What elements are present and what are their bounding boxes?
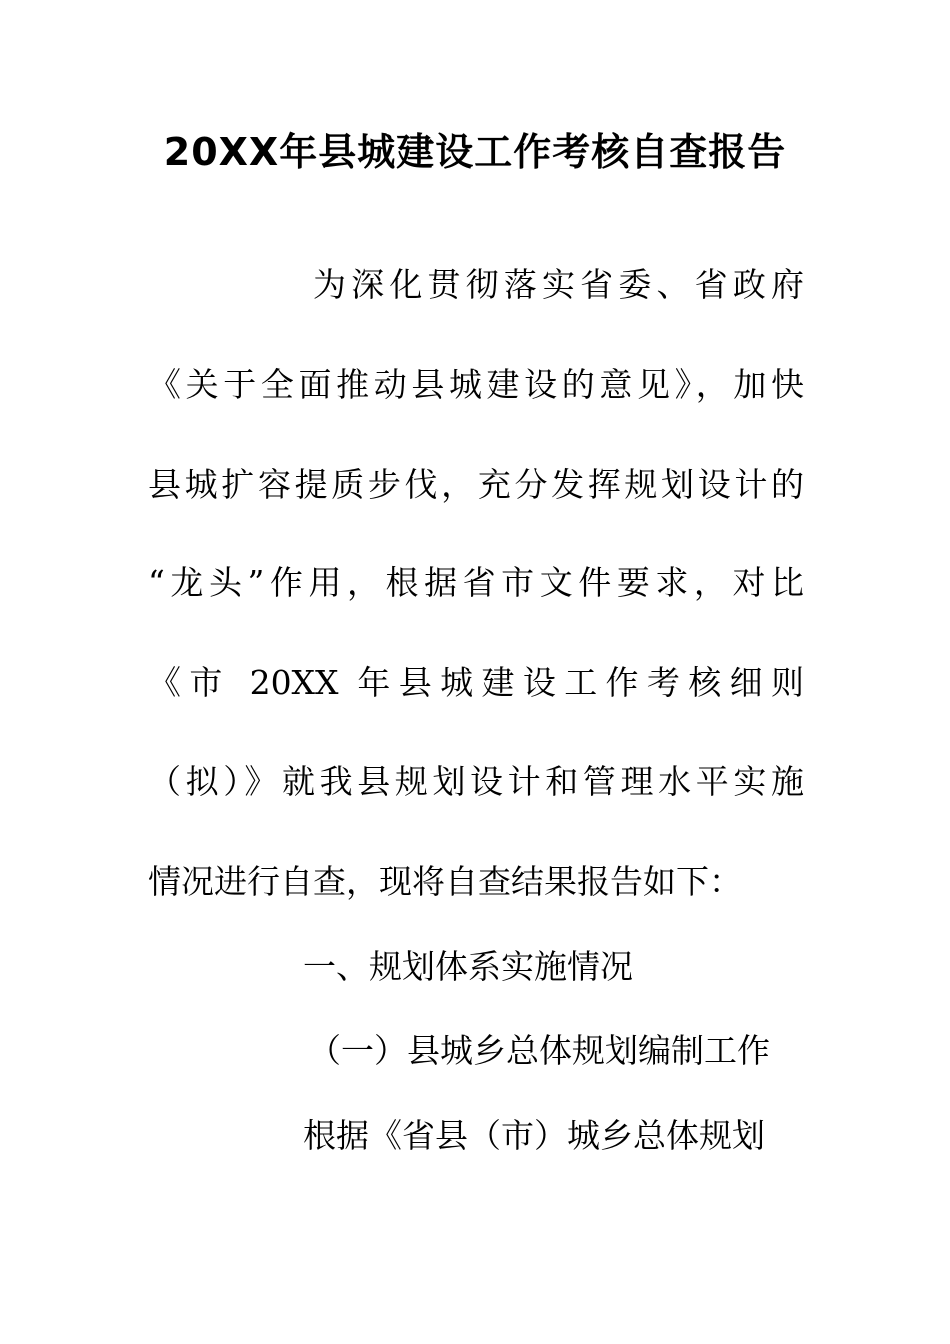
paragraph-line-1: 为深化贯彻落实省委、省政府	[313, 265, 804, 304]
paragraph-line-3: 县城扩容提质步伐，充分发挥规划设计的	[148, 465, 804, 504]
document-title: 20XX年县城建设工作考核自查报告	[163, 130, 787, 174]
paragraph-line-2: 《关于全面推动县城建设的意见》，加快	[148, 365, 804, 404]
subsection-heading: （一）县城乡总体规划编制工作	[308, 1031, 770, 1070]
paragraph-line-6: （拟）》就我县规划设计和管理水平实施	[148, 762, 804, 801]
paragraph-line-7: 情况进行自查，现将自查结果报告如下：	[148, 862, 742, 901]
paragraph-line-5: 《市 20XX 年县城建设工作考核细则	[148, 663, 804, 702]
section-heading: 一、规划体系实施情况	[303, 947, 633, 986]
paragraph-last-line: 根据《省县（市）城乡总体规划	[303, 1116, 765, 1155]
paragraph-line-4: “龙头”作用，根据省市文件要求，对比	[148, 563, 804, 602]
